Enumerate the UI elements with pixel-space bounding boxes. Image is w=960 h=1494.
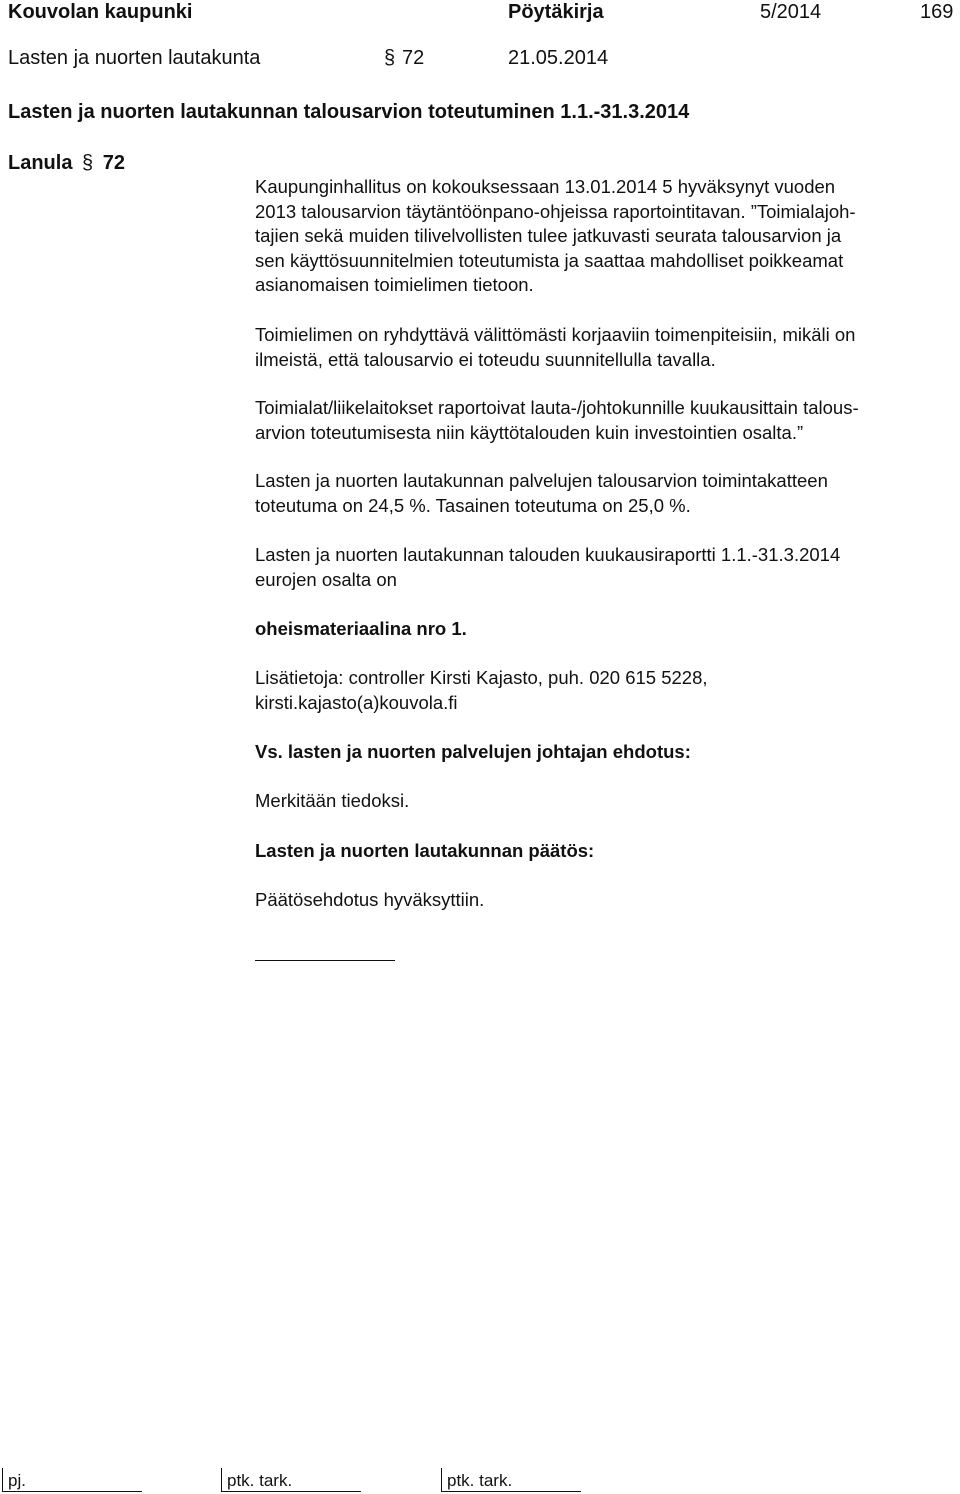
paragraph-line: Toimielimen on ryhdyttävä välittömästi korjaaviin toimenpiteisiin, mikäli on <box>255 324 856 345</box>
reference-number: 72 <box>102 152 125 174</box>
reference-label <box>8 151 125 175</box>
paragraph-reporting <box>255 175 945 298</box>
reference-symbol: § <box>82 152 94 174</box>
contact-info <box>255 666 945 715</box>
section-end-rule <box>255 960 395 961</box>
section-number: 72 <box>402 47 425 69</box>
proposal-text-line: Merkitään tiedoksi. <box>255 790 410 811</box>
footer-field-marker <box>2 1468 3 1492</box>
attachment-text: oheismateriaalina nro 1. <box>255 618 467 639</box>
paragraph-monthly-reporting <box>255 396 945 445</box>
committee-name: Lasten ja nuorten lautakunta <box>8 47 261 69</box>
contact-line: Lisätietoja: controller Kirsti Kajasto, puh. 020 615 5228, <box>255 667 708 688</box>
footer-field-examiner-2: ptk. tark. <box>447 1471 513 1490</box>
reference-text: Lanula <box>8 152 73 174</box>
paragraph-line: asianomaisen toimielimen tietoon. <box>255 274 534 295</box>
decision-heading <box>255 839 945 864</box>
footer-signature-line <box>441 1491 581 1492</box>
issue-number: 5/2014 <box>760 1 822 23</box>
paragraph-line: arvion toteutumisesta niin käyttötalouden kuin investointien osalta.” <box>255 421 804 443</box>
decision-text <box>255 888 945 913</box>
paragraph-line: Lasten ja nuorten lautakunnan talouden kuukausiraportti 1.1.-31.3.2014 <box>255 544 841 565</box>
footer-field-marker <box>441 1468 442 1492</box>
paragraph-realization <box>255 469 945 518</box>
paragraph-line: sen käyttösuunnitelmien toteutumista ja saattaa mahdolliset poikkeamat <box>255 249 844 271</box>
paragraph-line: Lasten ja nuorten lautakunnan palvelujen talousarvion toimintakatteen <box>255 470 828 491</box>
document-type: Pöytäkirja <box>508 1 604 23</box>
proposal-text <box>255 789 945 814</box>
proposal-heading <box>255 740 945 765</box>
footer-field-chairman: pj. <box>8 1471 26 1490</box>
section-symbol: § <box>384 47 396 69</box>
decision-text-line: Päätösehdotus hyväksyttiin. <box>255 889 485 910</box>
paragraph-line: ilmeistä, että talousarvio ei toteudu suunnitellulla tavalla. <box>255 348 716 370</box>
meeting-date: 21.05.2014 <box>508 47 609 69</box>
attachment-reference <box>255 617 945 642</box>
document-title: Lasten ja nuorten lautakunnan talousarvion toteutuminen 1.1.-31.3.2014 <box>8 101 690 123</box>
paragraph-line: 2013 talousarvion täytäntöönpano-ohjeissa raportointitavan. ”Toimialajoh- <box>255 200 856 222</box>
paragraph-monthly-report <box>255 543 945 592</box>
organization-name: Kouvolan kaupunki <box>8 1 193 23</box>
paragraph-line: eurojen osalta on <box>255 568 397 590</box>
footer-field-marker <box>221 1468 222 1492</box>
paragraph-line: Toimialat/liikelaitokset raportoivat lauta-/johtokunnille kuukausittain talous- <box>255 397 859 418</box>
paragraph-line: Kaupunginhallitus on kokouksessaan 13.01.2014 5 hyväksynyt vuoden <box>255 176 836 197</box>
paragraph-line: toteutuma on 24,5 %. Tasainen toteutuma on 25,0 %. <box>255 494 691 516</box>
paragraph-corrective-action <box>255 323 945 372</box>
contact-email: kirsti.kajasto(a)kouvola.fi <box>255 691 458 713</box>
paragraph-line: tajien sekä muiden tilivelvollisten tulee jatkuvasti seurata talousarvion ja <box>255 225 842 246</box>
proposal-heading-text: Vs. lasten ja nuorten palvelujen johtajan ehdotus: <box>255 741 691 762</box>
footer-field-examiner-1: ptk. tark. <box>227 1471 293 1490</box>
footer-signature-line <box>221 1491 361 1492</box>
decision-heading-text: Lasten ja nuorten lautakunnan päätös: <box>255 840 595 861</box>
page-number: 169 <box>920 1 954 23</box>
footer-signature-line <box>2 1491 142 1492</box>
